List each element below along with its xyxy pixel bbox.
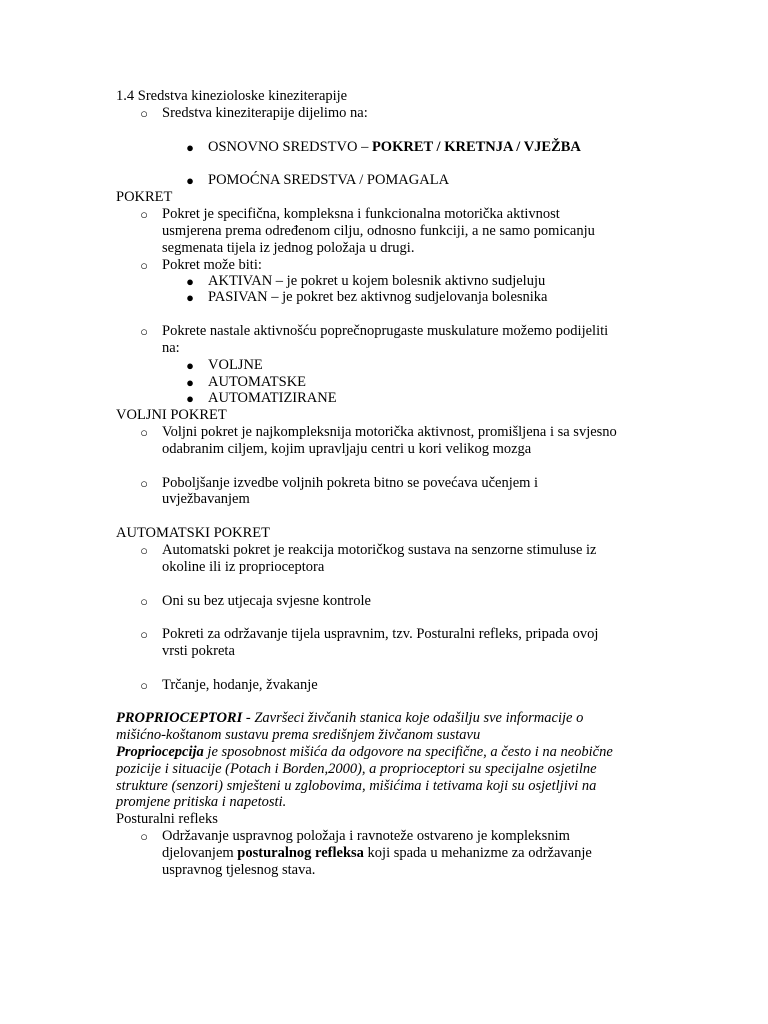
text-segment: djelovanjem xyxy=(162,845,238,861)
hollow-circle-bullet-icon: ○ xyxy=(140,425,148,440)
text-segment: je sposobnost mišića da odgovore na specifične, a često i na neobične xyxy=(203,744,613,760)
bold-term: Propriocepcija xyxy=(116,744,204,760)
list-item-text: Trčanje, hodanje, žvakanje xyxy=(162,677,318,693)
list-item-text: Pokrete nastale aktivnošću poprečnoprugaste muskulature možemo podijeliti xyxy=(162,323,609,339)
filled-dot-bullet-icon: ● xyxy=(186,358,194,373)
list-item-text: Sredstva kineziterapije dijelimo na: xyxy=(162,105,368,121)
list-item-text: Pokreti za održavanje tijela uspravnim, tzv. Posturalni refleks, pripada ovoj xyxy=(162,626,599,642)
list-item-text: segmenata tijela iz jednog položaja u drugi. xyxy=(162,240,415,256)
list-item-text: Oni su bez utjecaja svjesne kontrole xyxy=(162,593,371,609)
filled-dot-bullet-icon: ● xyxy=(186,375,194,390)
list-item-text: Pokret može biti: xyxy=(162,257,262,273)
list-item-text: AUTOMATIZIRANE xyxy=(208,390,337,406)
bold-text-segment: POKRET / KRETNJA / VJEŽBA xyxy=(371,139,581,155)
paragraph-text: pozicije i situacije (Potach i Borden,2000), a proprioceptori su specijalne osjetilne xyxy=(116,761,597,777)
heading-text: POKRET xyxy=(116,189,173,205)
heading-text: VOLJNI POKRET xyxy=(116,407,227,423)
list-item-text: na: xyxy=(162,340,180,356)
filled-dot-bullet-icon: ● xyxy=(186,290,194,305)
paragraph-text: promjene pritiska i napetosti. xyxy=(116,794,287,810)
list-item-text: Održavanje uspravnog položaja i ravnoteže ostvareno je kompleksnim xyxy=(162,828,570,844)
list-item-text: PASIVAN – je pokret bez aktivnog sudjelovanja bolesnika xyxy=(208,289,548,305)
hollow-circle-bullet-icon: ○ xyxy=(140,258,148,273)
list-item-text: odabranim ciljem, kojim upravljaju centri u kori velikog mozga xyxy=(162,441,532,457)
list-item-text: POMOĆNA SREDSTVA / POMAGALA xyxy=(208,172,450,188)
text-segment: - Završeci živčanih stanica koje odašilju sve informacije o xyxy=(242,710,584,726)
list-item-text: VOLJNE xyxy=(208,357,263,373)
bold-term: PROPRIOCEPTORI xyxy=(116,710,243,726)
paragraph-text xyxy=(116,710,583,727)
paragraph-text: mišićno-koštanom sustavu prema središnjem živčanom sustavu xyxy=(116,727,481,743)
filled-dot-bullet-icon: ● xyxy=(186,391,194,406)
list-item-text xyxy=(208,139,581,156)
bold-term: posturalnog refleksa xyxy=(237,845,364,861)
hollow-circle-bullet-icon: ○ xyxy=(140,678,148,693)
list-item-text: Poboljšanje izvedbe voljnih pokreta bitno se povećava učenjem i xyxy=(162,475,539,491)
hollow-circle-bullet-icon: ○ xyxy=(140,829,148,844)
list-item-text: vrsti pokreta xyxy=(162,643,235,659)
paragraph-text: strukture (senzori) smješteni u zglobovima, mišićima i tetivama koji su osjetljivi na xyxy=(116,778,597,794)
filled-dot-bullet-icon: ● xyxy=(186,274,194,289)
list-item-text: AKTIVAN – je pokret u kojem bolesnik aktivno sudjeluju xyxy=(208,273,546,289)
hollow-circle-bullet-icon: ○ xyxy=(140,207,148,222)
text-segment: OSNOVNO SREDSTVO – xyxy=(208,139,372,155)
list-item-text: uvježbavanjem xyxy=(162,491,250,507)
filled-dot-bullet-icon: ● xyxy=(186,173,194,188)
list-item-text: AUTOMATSKE xyxy=(208,374,307,390)
hollow-circle-bullet-icon: ○ xyxy=(140,594,148,609)
text-segment: koji spada u mehanizme za održavanje xyxy=(363,845,592,861)
hollow-circle-bullet-icon: ○ xyxy=(140,106,148,121)
list-item-text: Voljni pokret je najkompleksnija motorička aktivnost, promišljena i sa svjesno xyxy=(162,424,617,440)
heading-text: Posturalni refleks xyxy=(116,811,218,827)
heading-text: AUTOMATSKI POKRET xyxy=(116,525,271,541)
paragraph-text xyxy=(116,744,613,761)
hollow-circle-bullet-icon: ○ xyxy=(140,324,148,339)
list-item-text: uspravnog tjelesnog stava. xyxy=(162,862,316,878)
hollow-circle-bullet-icon: ○ xyxy=(140,627,148,642)
list-item-text xyxy=(162,845,592,862)
list-item-text: okoline ili iz proprioceptora xyxy=(162,559,325,575)
hollow-circle-bullet-icon: ○ xyxy=(140,476,148,491)
list-item-text: Pokret je specifična, kompleksna i funkcionalna motorička aktivnost xyxy=(162,206,560,222)
filled-dot-bullet-icon: ● xyxy=(186,140,194,155)
hollow-circle-bullet-icon: ○ xyxy=(140,543,148,558)
section-title: 1.4 Sredstva kinezioloske kineziterapije xyxy=(116,88,348,104)
list-item-text: Automatski pokret je reakcija motoričkog sustava na senzorne stimuluse iz xyxy=(162,542,597,558)
list-item-text: usmjerena prema određenom cilju, odnosno funkciji, a ne samo pomicanju xyxy=(162,223,595,239)
